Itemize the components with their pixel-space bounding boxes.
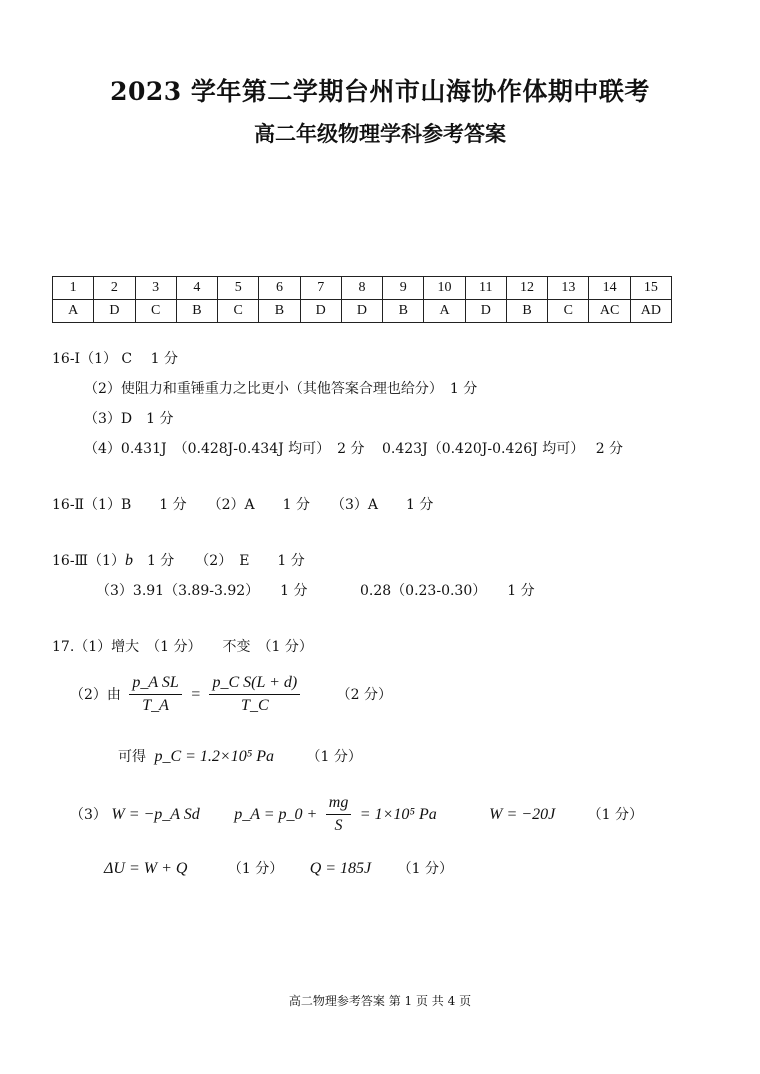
heat-score: （1 分） xyxy=(397,861,453,877)
q16-1-part4-a: （4）0.431J （0.428J-0.434J 均可） 2 分 xyxy=(84,441,365,457)
q17-pc-equation: p_C = 1.2×10⁵ Pa xyxy=(154,748,275,765)
q16-1-part1: 16-Ⅰ（1） C 1 分 xyxy=(52,351,178,367)
question-number-cell: 13 xyxy=(548,277,589,300)
q16-1-part3: （3）D 1 分 xyxy=(84,411,174,427)
question-number-cell: 3 xyxy=(135,277,176,300)
q16-3-part3-a: （3）3.91（3.89-3.92） 1 分 xyxy=(96,583,308,599)
q17-pc-score: （1 分） xyxy=(306,749,362,765)
answer-cell: AC xyxy=(589,300,630,323)
q16-3-prefix: 16-Ⅲ（1） xyxy=(52,553,125,569)
answer-cell: A xyxy=(424,300,465,323)
q16-1-part2: （2）使阻力和重锤重力之比更小（其他答案合理也给分） 1 分 xyxy=(84,381,478,397)
answer-cell: B xyxy=(259,300,300,323)
question-number-cell: 15 xyxy=(630,277,671,300)
fraction-left-numerator: p_A SL xyxy=(129,674,181,695)
answer-cell: B xyxy=(506,300,547,323)
question-number-cell: 6 xyxy=(259,277,300,300)
q17-part3-label: （3） xyxy=(70,806,107,823)
answer-table xyxy=(52,276,672,323)
answer-cell: B xyxy=(176,300,217,323)
fraction-right xyxy=(209,674,300,715)
fraction-left-denominator: T_A xyxy=(142,697,169,714)
answer-row xyxy=(53,300,672,323)
q17-part2-score: （2 分） xyxy=(336,686,393,703)
q17-result-prefix: 可得 xyxy=(118,749,146,765)
q16-3-part1 xyxy=(52,550,305,570)
q16-3-variable: b xyxy=(124,552,133,569)
question-number-cell: 2 xyxy=(94,277,135,300)
question-number-cell: 4 xyxy=(176,277,217,300)
q16-3-part3-b: 0.28（0.23-0.30） 1 分 xyxy=(360,583,535,599)
question-number-cell: 1 xyxy=(53,277,94,300)
mg-over-s-fraction xyxy=(326,794,352,835)
question-number-cell: 5 xyxy=(218,277,259,300)
work-value: W = −20J xyxy=(489,805,556,823)
question-number-cell: 10 xyxy=(424,277,465,300)
answer-cell: C xyxy=(548,300,589,323)
answer-cell: D xyxy=(94,300,135,323)
q17-part1: 17.（1）增大 （1 分） 不变 （1 分） xyxy=(52,639,313,655)
q17-part2-prefix: （2）由 xyxy=(70,686,121,703)
page-subtitle: 高二年级物理学科参考答案 xyxy=(254,121,506,146)
q16-1-part4-b: 0.423J（0.420J-0.426J 均可） 2 分 xyxy=(382,441,624,457)
mg-over-s-denominator: S xyxy=(334,817,343,834)
answer-cell: C xyxy=(218,300,259,323)
q16-3-suffix: 1 分 （2） E 1 分 xyxy=(132,553,305,569)
answer-cell: B xyxy=(383,300,424,323)
answer-cell: C xyxy=(135,300,176,323)
question-number-cell: 9 xyxy=(383,277,424,300)
q17-part3-score: （1 分） xyxy=(587,806,644,823)
answer-cell: AD xyxy=(630,300,671,323)
question-number-cell: 8 xyxy=(341,277,382,300)
answer-cell: D xyxy=(341,300,382,323)
question-number-cell: 14 xyxy=(589,277,630,300)
page-title: 2023 学年第二学期台州市山海协作体期中联考 xyxy=(110,77,650,106)
question-number-cell: 11 xyxy=(465,277,506,300)
q17-energy xyxy=(104,858,453,878)
q17-result-pc xyxy=(118,746,362,766)
answer-cell: D xyxy=(300,300,341,323)
fraction-left xyxy=(129,674,181,715)
heat-value: Q = 185J xyxy=(309,860,372,877)
equals-sign: = xyxy=(190,685,202,703)
first-law-equation: ΔU = W + Q xyxy=(104,860,188,877)
fraction-right-denominator: T_C xyxy=(241,697,269,714)
q17-part3 xyxy=(70,794,643,835)
first-law-score: （1 分） xyxy=(227,861,284,877)
q17-part2 xyxy=(70,674,392,715)
question-number-cell: 12 xyxy=(506,277,547,300)
fraction-right-numerator: p_C S(L + d) xyxy=(209,674,300,695)
mg-over-s-numerator: mg xyxy=(326,794,352,815)
pressure-equation-prefix: p_A = p_0 + xyxy=(234,805,318,823)
q16-2-line: 16-Ⅱ（1）B 1 分 （2）A 1 分 （3）A 1 分 xyxy=(52,497,434,513)
answer-cell: D xyxy=(465,300,506,323)
answer-cell: A xyxy=(53,300,94,323)
question-number-cell: 7 xyxy=(300,277,341,300)
page-footer: 高二物理参考答案 第 1 页 共 4 页 xyxy=(288,994,472,1008)
work-equation: W = −p_A Sd xyxy=(111,805,200,823)
pressure-equation-suffix: = 1×10⁵ Pa xyxy=(359,805,437,823)
question-number-row xyxy=(53,277,672,300)
